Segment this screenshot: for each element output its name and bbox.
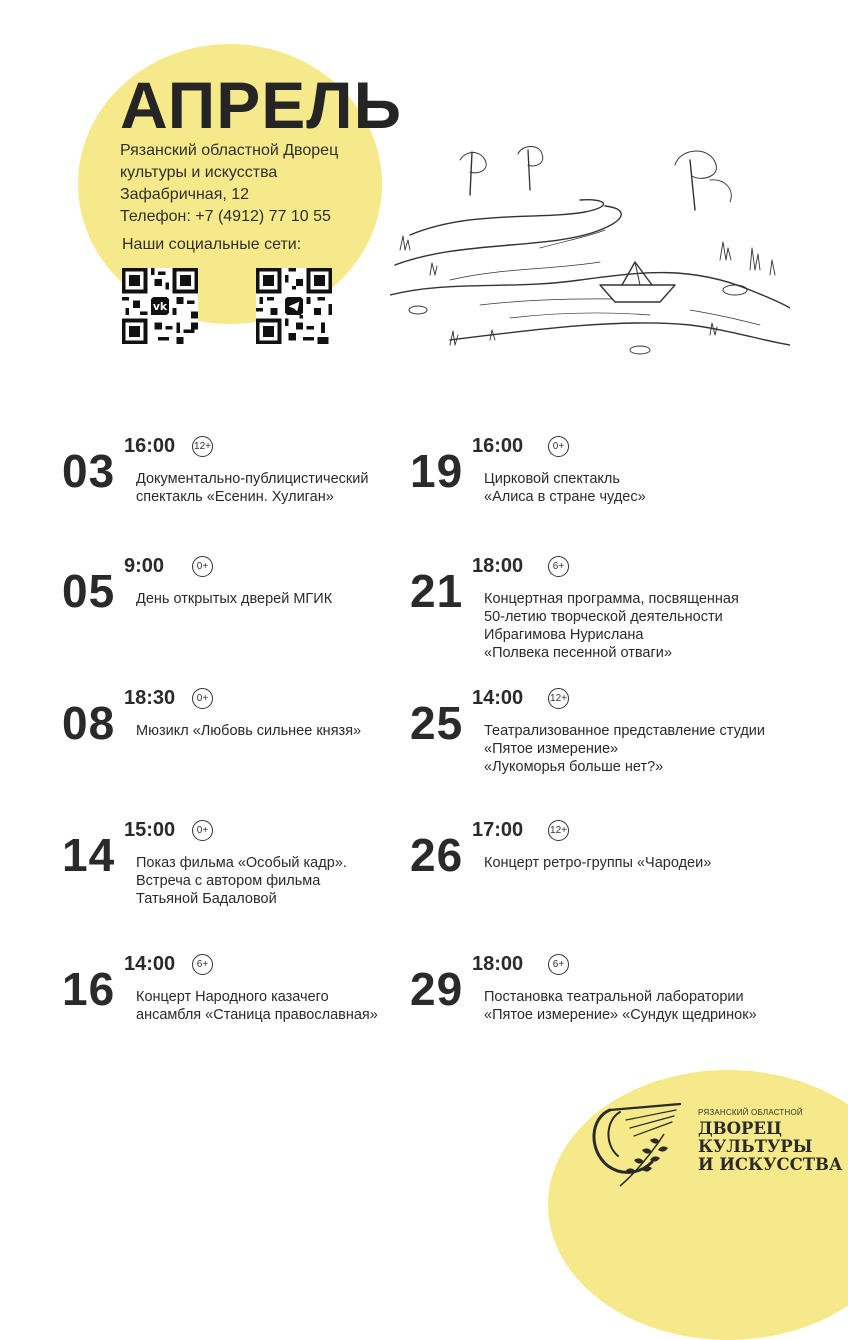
event-description: Концерт Народного казачего ансамбля «Станица православная» <box>136 989 378 1023</box>
event-day: 03 <box>62 445 116 497</box>
age-rating-badge: 0+ <box>192 556 213 577</box>
event-card <box>410 820 790 930</box>
event-time: 18:00 <box>472 555 524 577</box>
event-time: 18:00 <box>472 953 524 975</box>
age-rating-badge: 6+ <box>548 954 569 975</box>
svg-text:vk: vk <box>152 299 168 313</box>
river-paper-boat-illustration <box>390 140 790 365</box>
event-time: 16:00 <box>472 435 524 457</box>
event-time: 17:00 <box>472 819 524 841</box>
event-time: 16:00 <box>124 435 176 457</box>
event-day: 14 <box>62 829 116 881</box>
event-card <box>62 556 442 666</box>
event-description: Концерт ретро-группы «Чародеи» <box>484 855 712 871</box>
social-label: Наши социальные сети: <box>122 236 302 253</box>
event-card <box>62 954 442 1064</box>
event-description: День открытых дверей МГИК <box>136 591 333 607</box>
age-rating-badge: 6+ <box>548 556 569 577</box>
event-time: 15:00 <box>124 819 176 841</box>
org-phone: Телефон: +7 (4912) 77 10 55 <box>120 208 331 225</box>
page-title: АПРЕЛЬ <box>120 68 403 142</box>
logo-title: ДВОРЕЦ КУЛЬТУРЫ И ИСКУССТВА <box>698 1119 843 1174</box>
organization-logo <box>580 1100 843 1190</box>
event-day: 05 <box>62 565 116 617</box>
event-day: 26 <box>410 829 464 881</box>
age-rating-badge: 12+ <box>192 436 213 457</box>
event-description: Цирковой спектакль «Алиса в стране чудес» <box>484 471 646 505</box>
event-card <box>62 436 442 546</box>
event-day: 21 <box>410 565 464 617</box>
event-description: Документально-публицистический спектакль «Есенин. Хулиган» <box>136 471 369 505</box>
event-time: 14:00 <box>124 953 176 975</box>
age-rating-badge: 12+ <box>548 688 569 709</box>
vk-qr-code[interactable] <box>122 268 198 344</box>
event-card <box>410 954 790 1064</box>
age-rating-badge: 0+ <box>548 436 569 457</box>
event-description: Постановка театральной лаборатории «Пятое измерение» «Сундук щедринок» <box>484 989 757 1023</box>
event-description: Показ фильма «Особый кадр». Встреча с автором фильма Татьяной Бадаловой <box>136 855 347 907</box>
event-day: 08 <box>62 697 116 749</box>
event-time: 14:00 <box>472 687 524 709</box>
event-description: Мюзикл «Любовь сильнее князя» <box>136 723 362 739</box>
event-card <box>62 820 442 930</box>
age-rating-badge: 0+ <box>192 688 213 709</box>
harp-brush-emblem-icon <box>580 1100 692 1190</box>
event-card <box>410 436 790 546</box>
event-time: 9:00 <box>124 555 165 577</box>
event-day: 16 <box>62 963 116 1015</box>
age-rating-badge: 0+ <box>192 820 213 841</box>
age-rating-badge: 12+ <box>548 820 569 841</box>
org-address: Зафабричная, 12 <box>120 186 250 203</box>
event-card <box>410 556 790 666</box>
age-rating-badge: 6+ <box>192 954 213 975</box>
event-day: 19 <box>410 445 464 497</box>
org-name-line-2: культуры и искусства <box>120 164 278 181</box>
event-time: 18:30 <box>124 687 176 709</box>
event-card <box>410 688 790 798</box>
event-day: 25 <box>410 697 464 749</box>
event-description: Концертная программа, посвященная 50-летию творческой деятельности Ибрагимова Нурислана «Полвека песенной отваги» <box>484 591 739 661</box>
logo-subtitle: РЯЗАНСКИЙ ОБЛАСТНОЙ <box>698 1108 803 1117</box>
org-name-line-1: Рязанский областной Дворец <box>120 142 339 159</box>
event-card <box>62 688 442 798</box>
telegram-qr-code[interactable] <box>256 268 332 344</box>
event-description: Театрализованное представление студии «Пятое измерение» «Лукоморья больше нет?» <box>484 723 766 775</box>
event-day: 29 <box>410 963 464 1015</box>
org-info <box>120 140 338 228</box>
